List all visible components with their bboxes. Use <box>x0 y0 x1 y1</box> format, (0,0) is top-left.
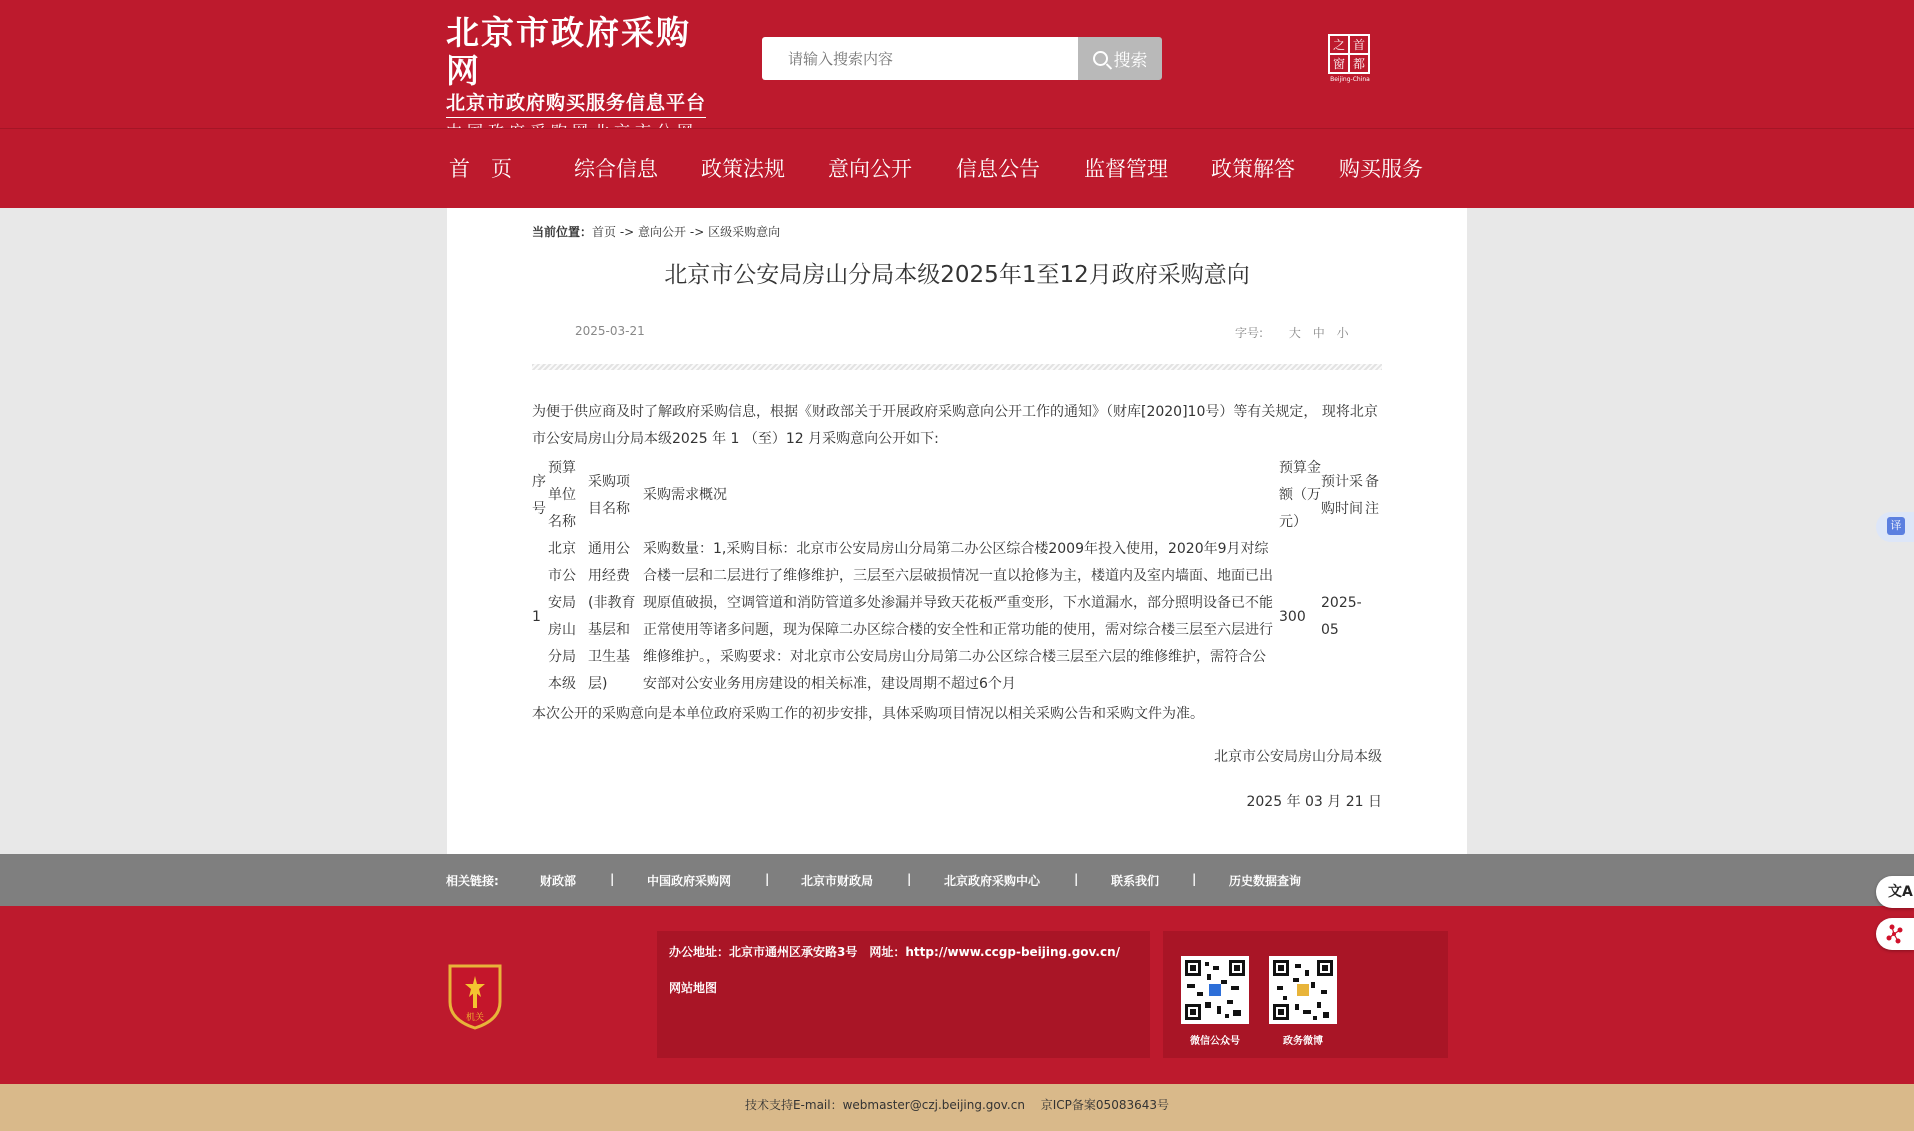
search-bar <box>762 37 1162 80</box>
accessibility-icon: 文A <box>1888 884 1913 900</box>
procurement-table <box>532 455 1382 698</box>
breadcrumb <box>532 223 780 240</box>
publish-date: 2025-03-21 <box>575 324 645 338</box>
capital-window-logo[interactable] <box>1328 34 1372 84</box>
footer-address-box <box>657 931 1150 1058</box>
cell-note <box>1365 536 1382 698</box>
nav-intention[interactable]: 意向公开 <box>828 157 912 181</box>
breadcrumb-district[interactable]: 区级采购意向 <box>708 225 781 239</box>
party-emblem-icon <box>446 962 504 1030</box>
footer-address: 办公地址：北京市通州区承安路3号 网址：http://www.ccgp-beijing.gov.cn/ <box>669 945 1120 959</box>
cell-desc: 采购数量：1,采购目标：北京市公安局房山分局第二办公区综合楼2009年投入使用，2020年9月对综合楼一层和二层进行了维修维护，三层至六层破损情况一直以抢修为主，楼道内及室内墙面、地面已出现原值破损，空调管道和消防管道多处渗漏并导致天花板严重变形，下水道漏水，部分照明设备已不能正常使用等诸多问题，现为保障二办区综合楼的安全性和正常功能的使用，需对综合楼三层至六层进行维修维护。，采购要求：对北京市公安局房山分局第二办公区综合楼三层至六层的维修维护，需符合公安部对公安业务用房建设的相关标准，建设周期不超过6个月 <box>643 541 1273 692</box>
breadcrumb-sep: -> <box>686 225 709 239</box>
weibo-qr-caption: 政务微博 <box>1283 1036 1323 1047</box>
th-note: 备注 <box>1365 473 1379 517</box>
main-nav <box>0 129 1914 208</box>
cell-amount: 300 <box>1279 608 1306 625</box>
breadcrumb-intention[interactable]: 意向公开 <box>638 225 687 239</box>
wechat-qr-icon[interactable] <box>1181 956 1249 1024</box>
cell-project: 通用公用经费(非教育基层和卫生基层) <box>588 541 636 692</box>
accessibility-widget[interactable] <box>1876 876 1914 908</box>
th-project: 采购项目名称 <box>588 473 630 517</box>
site-logo[interactable] <box>446 13 716 114</box>
translate-widget[interactable] <box>1876 512 1914 542</box>
article-intro: 为便于供应商及时了解政府采购信息，根据《财政部关于开展政府采购意向公开工作的通知》（财库[2020]10号）等有关规定， 现将北京市公安局房山分局本级2025 年 1 （至）12 月采购意向公开如下: <box>532 404 1378 447</box>
article-title: 北京市公安局房山分局本级2025年1至12月政府采购意向 <box>664 262 1250 288</box>
nav-policy-answer[interactable]: 政策解答 <box>1211 157 1295 181</box>
th-unit: 预算单位名称 <box>548 460 576 530</box>
weibo-qr-icon[interactable] <box>1269 956 1337 1024</box>
site-header <box>0 0 1914 128</box>
link-separator: | <box>1192 872 1197 886</box>
breadcrumb-home[interactable]: 首页 <box>592 225 617 239</box>
font-size-controls <box>1235 324 1349 341</box>
nav-general-info[interactable]: 综合信息 <box>574 157 658 181</box>
font-small-button[interactable]: 小 <box>1336 326 1349 340</box>
capital-char: 首 <box>1349 35 1369 54</box>
cell-no: 1 <box>532 608 541 625</box>
article-signature: 北京市公安局房山分局本级 <box>1214 749 1382 765</box>
capital-sub: Beijing-China <box>1330 76 1370 83</box>
nav-policy[interactable]: 政策法规 <box>701 157 785 181</box>
breadcrumb-label: 当前位置： <box>532 225 593 239</box>
table-row <box>532 536 1382 698</box>
footer-qr-box <box>1163 931 1448 1058</box>
translate-icon: 译 <box>1887 517 1905 535</box>
logo-title: 北京市政府采购网 <box>446 13 691 90</box>
breadcrumb-sep: -> <box>616 225 639 239</box>
link-separator: | <box>765 872 770 886</box>
related-links-label: 相关链接: <box>446 874 499 888</box>
bottom-bar: 技术支持E-mail：webmaster@czj.beijing.gov.cn 京ICP备案05083643号 <box>0 1084 1914 1131</box>
search-input[interactable] <box>762 37 1078 80</box>
emblem-text: 机关 <box>465 1013 485 1023</box>
font-large-button[interactable]: 大 <box>1288 326 1301 340</box>
share-widget[interactable] <box>1876 918 1914 950</box>
capital-char: 之 <box>1329 35 1349 54</box>
nav-purchase-service[interactable]: 购买服务 <box>1339 157 1423 181</box>
link-separator: | <box>1074 872 1079 886</box>
search-button[interactable] <box>1078 37 1162 80</box>
article-closing: 本次公开的采购意向是本单位政府采购工作的初步安排，具体采购项目情况以相关采购公告和采购文件为准。 <box>532 706 1204 722</box>
link-ccgp[interactable]: 中国政府采购网 <box>647 874 732 888</box>
table-header-row <box>532 455 1382 536</box>
font-size-label: 字号: <box>1235 326 1264 340</box>
search-icon <box>1093 51 1108 66</box>
link-contact[interactable]: 联系我们 <box>1111 874 1160 888</box>
nav-home[interactable]: 首 页 <box>449 157 512 181</box>
capital-char: 都 <box>1349 54 1369 73</box>
cell-unit: 北京市公安局房山分局本级 <box>548 541 576 692</box>
network-icon <box>1876 918 1914 950</box>
link-history[interactable]: 历史数据查询 <box>1229 874 1302 888</box>
capital-char: 窗 <box>1329 54 1349 73</box>
th-amount: 预算金额（万元） <box>1279 460 1321 530</box>
sitemap-link[interactable]: 网站地图 <box>669 981 718 995</box>
link-mof[interactable]: 财政部 <box>540 874 577 888</box>
link-separator: | <box>907 872 912 886</box>
link-bj-finance[interactable]: 北京市财政局 <box>801 874 874 888</box>
nav-announcement[interactable]: 信息公告 <box>956 157 1040 181</box>
cell-time: 2025-05 <box>1321 595 1362 638</box>
th-desc: 采购需求概况 <box>643 487 727 503</box>
article-container <box>447 208 1467 854</box>
link-separator: | <box>610 872 615 886</box>
search-button-label: 搜索 <box>1113 51 1148 71</box>
wechat-qr-caption: 微信公众号 <box>1190 1036 1240 1047</box>
th-time: 预计采购时间 <box>1321 473 1363 517</box>
article-sign-date: 2025 年 03 月 21 日 <box>1246 794 1382 810</box>
link-bj-procurement-center[interactable]: 北京政府采购中心 <box>944 874 1041 888</box>
site-footer <box>0 906 1914 1084</box>
font-medium-button[interactable]: 中 <box>1312 326 1325 340</box>
nav-supervision[interactable]: 监督管理 <box>1084 157 1168 181</box>
th-no: 序号 <box>532 473 546 517</box>
related-links-bar <box>0 854 1914 906</box>
title-divider <box>532 364 1382 370</box>
logo-subtitle: 北京市政府购买服务信息平台 <box>446 92 706 118</box>
